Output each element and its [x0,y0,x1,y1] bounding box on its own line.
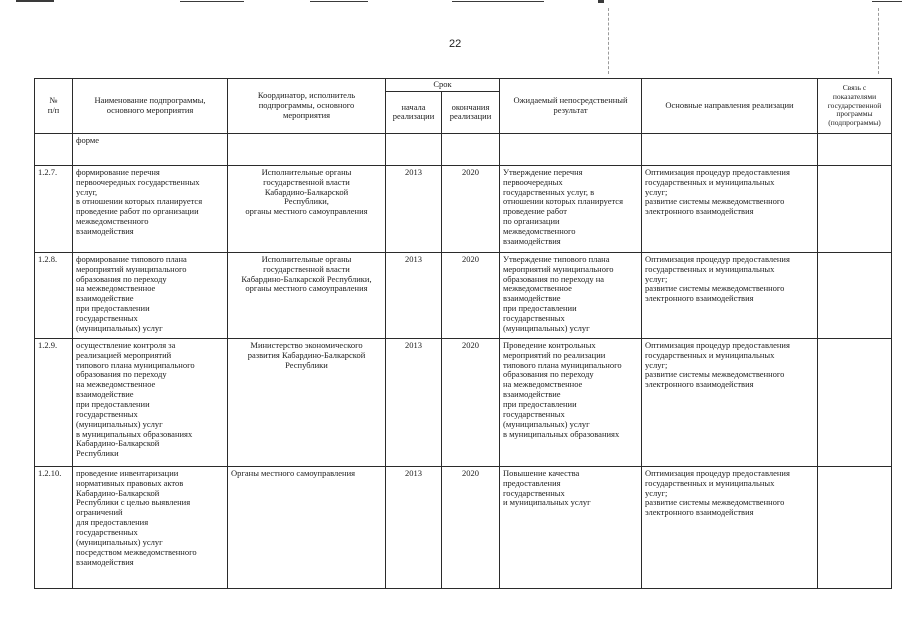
row-result: Проведение контрольных мероприятий по реализации типового плана муниципального образования по переходу на межведомственное взаимодействие при предоставлении государственных (муниципальных) услуг в муниципальных образованиях [500,338,642,466]
row-name: форме [73,133,228,165]
row-name: формирование типового плана мероприятий муниципального образования по переходу на межведомственное взаимодействие при предоставлении государственных (муниципальных) услуг [73,252,228,338]
header-start: начала реализации [386,91,442,133]
header-name: Наименование подпрограммы, основного мероприятия [73,79,228,134]
row-number: 1.2.8. [35,252,73,338]
scan-artifact [180,1,244,2]
table-row [35,165,892,252]
row-name: проведение инвентаризации нормативных правовых актов Кабардино-Балкарской Республики с целью выявления ограничений для предоставления государственных (муниципальных) услуг посредством межведомственного взаимодействия [73,466,228,588]
header-coordinator: Координатор, исполнитель подпрограммы, основного мероприятия [228,79,386,134]
table-row [35,466,892,588]
row-start: 2013 [386,165,442,252]
row-result: Повышение качества предоставления государственных и муниципальных услуг [500,466,642,588]
row-coordinator [228,133,386,165]
row-number [35,133,73,165]
row-link [818,338,892,466]
scan-artifact [598,0,604,3]
row-directions [642,133,818,165]
row-start: 2013 [386,466,442,588]
row-number: 1.2.9. [35,338,73,466]
header-period: Срок [386,79,500,92]
header-directions: Основные направления реализации [642,79,818,134]
row-end: 2020 [442,165,500,252]
scan-artifact [452,1,544,2]
header-number: № п/п [35,79,73,134]
row-name: осуществление контроля за реализацией мероприятий типового плана муниципального образования по переходу на межведомственное взаимодействие при предоставлении государственных (муниципальных) услуг в муниципальных образованиях Кабардино-Балкарской Республики [73,338,228,466]
row-result: Утверждение перечня первоочередных государственных услуг, в отношении которых планируется проведение работ по организации межведомственного взаимодействия [500,165,642,252]
row-start: 2013 [386,252,442,338]
row-link [818,165,892,252]
row-name: формирование перечня первоочередных государственных услуг, в отношении которых планируется проведение работ по организации межведомственного взаимодействия [73,165,228,252]
scan-artifact [310,1,368,2]
row-directions: Оптимизация процедур предоставления государственных и муниципальных услуг; развитие системы межведомственного электронного взаимодействия [642,466,818,588]
table-row-continuation [35,133,892,165]
scan-artifact [16,0,54,2]
scan-artifact [872,1,902,2]
table-row [35,252,892,338]
row-directions: Оптимизация процедур предоставления государственных и муниципальных услуг; развитие системы межведомственного электронного взаимодействия [642,252,818,338]
header-end: окончания реализации [442,91,500,133]
scan-artifact [608,8,609,74]
row-end: 2020 [442,252,500,338]
row-coordinator: Исполнительные органы государственной власти Кабардино-Балкарской Республики, органы местного самоуправления [228,165,386,252]
scan-artifact [878,8,879,74]
row-directions: Оптимизация процедур предоставления государственных и муниципальных услуг; развитие системы межведомственного электронного взаимодействия [642,338,818,466]
row-end [442,133,500,165]
table-row [35,338,892,466]
row-start: 2013 [386,338,442,466]
row-link [818,466,892,588]
header-result: Ожидаемый непосредственный результат [500,79,642,134]
row-coordinator: Органы местного самоуправления [228,466,386,588]
row-end: 2020 [442,466,500,588]
row-start [386,133,442,165]
row-link [818,252,892,338]
row-end: 2020 [442,338,500,466]
row-result [500,133,642,165]
row-coordinator: Исполнительные органы государственной власти Кабардино-Балкарской Республики, органы местного самоуправления [228,252,386,338]
program-activities-table [34,78,892,589]
page-number: 22 [449,38,462,50]
row-link [818,133,892,165]
row-directions: Оптимизация процедур предоставления государственных и муниципальных услуг; развитие системы межведомственного электронного взаимодействия [642,165,818,252]
row-coordinator: Министерство экономического развития Кабардино-Балкарской Республики [228,338,386,466]
row-result: Утверждение типового плана мероприятий муниципального образования по переходу на межведомственное взаимодействие при предоставлении государственных (муниципальных) услуг [500,252,642,338]
row-number: 1.2.10. [35,466,73,588]
header-link: Связь с показателями государственной программы (подпрограммы) [818,79,892,134]
row-number: 1.2.7. [35,165,73,252]
